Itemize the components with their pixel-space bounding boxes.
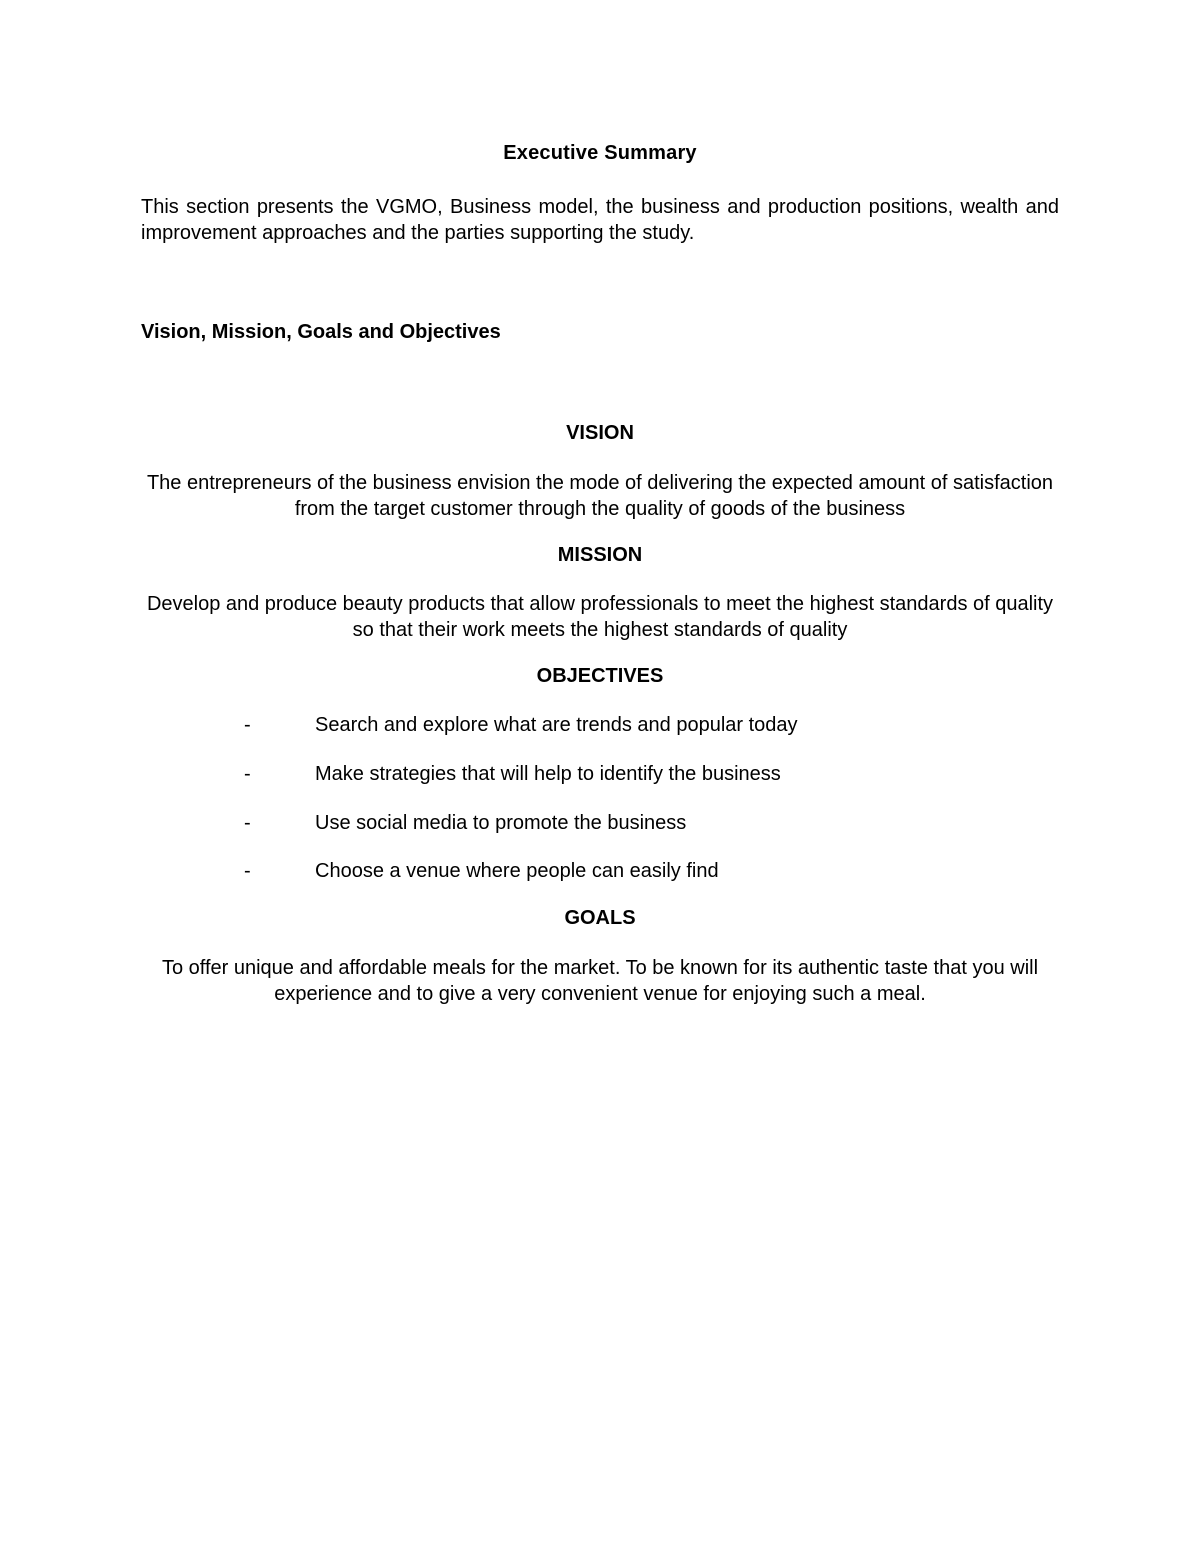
vision-heading: VISION <box>566 422 634 444</box>
objective-item <box>244 858 719 884</box>
objective-text: Choose a venue where people can easily find <box>315 860 719 882</box>
page-title: Executive Summary <box>503 142 697 164</box>
objectives-heading: OBJECTIVES <box>536 665 664 687</box>
section-heading: Vision, Mission, Goals and Objectives <box>141 321 501 343</box>
objective-text: Make strategies that will help to identify the business <box>315 763 781 785</box>
bullet-dash: - <box>244 714 251 736</box>
objective-text: Search and explore what are trends and popular today <box>315 714 798 736</box>
objective-item <box>244 810 686 836</box>
intro-paragraph: This section presents the VGMO, Business model, the business and production positions, wealth and improvement approaches and the parties supporting the study. <box>141 196 1059 244</box>
objective-text: Use social media to promote the business <box>315 812 687 834</box>
goals-heading: GOALS <box>564 907 636 929</box>
objective-item <box>244 712 798 738</box>
objective-item <box>244 761 781 787</box>
mission-text: Develop and produce beauty products that allow professionals to meet the highest standards of quality so that their work meets the highest standards of quality <box>146 593 1054 641</box>
goals-text: To offer unique and affordable meals for the market. To be known for its authentic taste that you will experience and to give a very convenient venue for enjoying such a meal. <box>161 957 1039 1005</box>
bullet-dash: - <box>244 763 251 785</box>
mission-heading: MISSION <box>557 544 643 566</box>
bullet-dash: - <box>244 812 251 834</box>
vision-text: The entrepreneurs of the business envision the mode of delivering the expected amount of satisfaction from the target customer through the quality of goods of the business <box>146 472 1054 520</box>
bullet-dash: - <box>244 860 251 882</box>
